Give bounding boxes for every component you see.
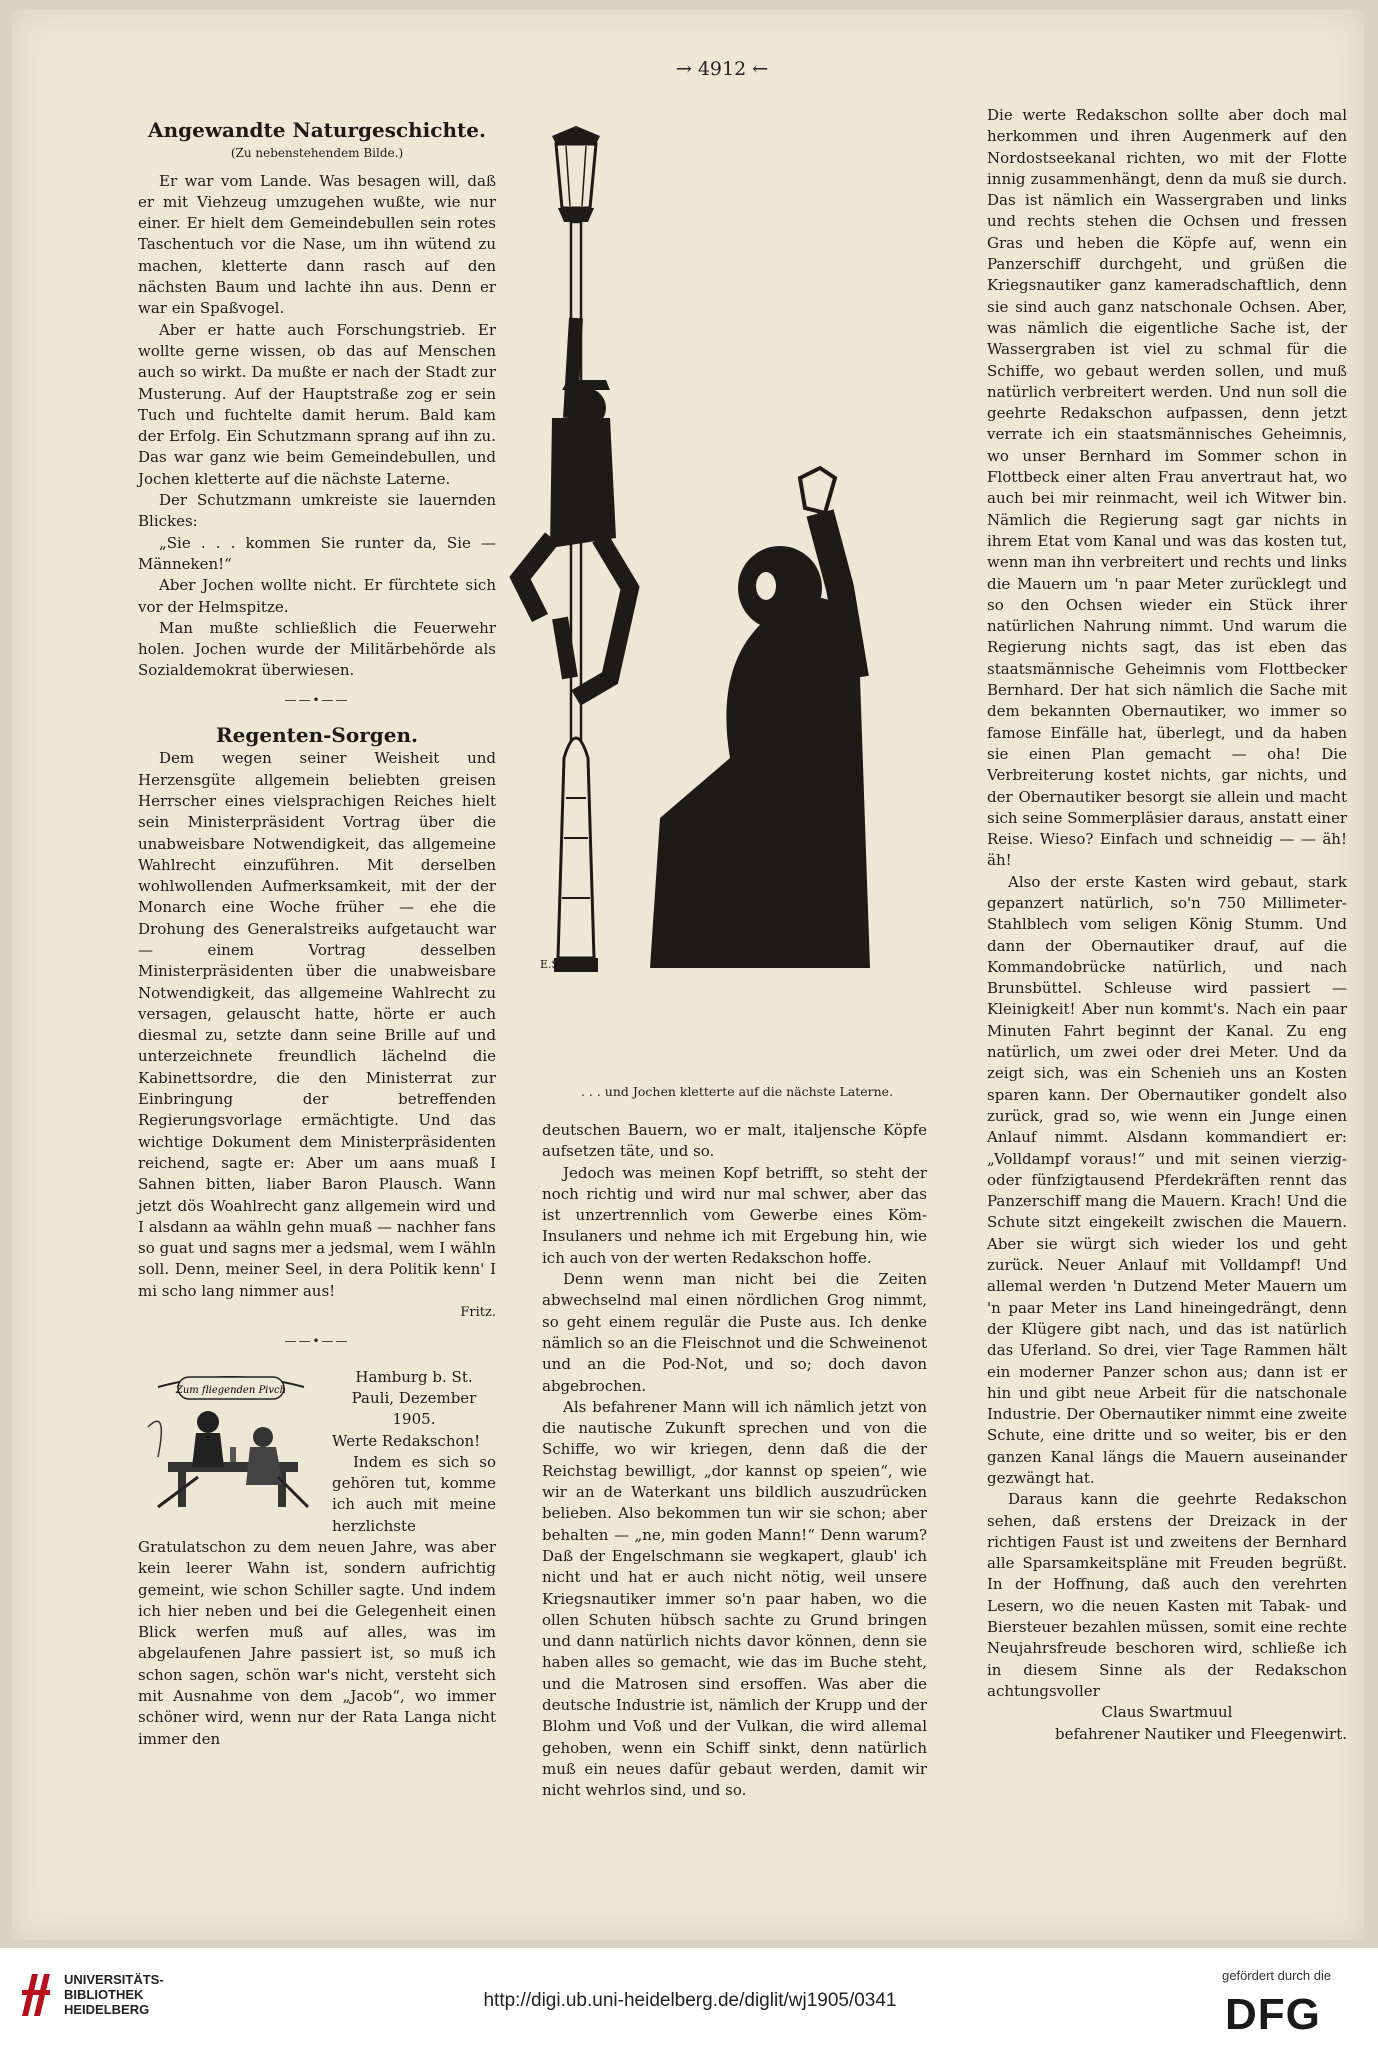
section-divider: ——•—— (284, 692, 350, 707)
article-subtitle: (Zu nebenstehendem Bilde.) (230, 146, 404, 161)
letter-salutation: Werte Redakschon! (332, 1431, 481, 1450)
paragraph: Indem es sich so gehören tut, komme ich auch mit meine herzlichste Gratulatschon zu dem neuen Jahre, was aber kein leerer Wahn ist, sondern aufrichtig gemeint, wie schon Schiller sagte. Und indem ich hier neben und bei die Gelegenheit einen Blick werfen muß auf alles, was im abgelaufenen Jahre passiert ist, so muß ich schon sagen, schön war's nicht, versteht sich mit Ausnahme von dem „Jacob“, wo immer schöner wird, wenn nur der Rata Langa nicht immer den (138, 1452, 496, 1748)
article-title-naturgeschichte: Angewandte Naturgeschichte. (148, 118, 486, 142)
university-line2: BIBLIOTHEK (64, 1987, 144, 2002)
section-divider: ——•—— (284, 1334, 350, 1349)
left-column (138, 120, 496, 1750)
author-signature: Fritz. (460, 1305, 496, 1321)
funded-by-label: gefördert durch die (1222, 1968, 1332, 1983)
paragraph: Der Schutzmann umkreiste sie lauernden Blickes: (138, 491, 496, 531)
paragraph: Als befahrener Mann will ich nämlich jetzt von die nautische Zukunft sprechen und von die Schiffe, wo wir kriegen, denn daß die der Reichstag bewilligt, „dor kannst op speien“, wie wir an de Waterkant uns bildlich auszudrücken belieben. Also bekommen tun wir sie schon; aber behalten — „ne, min goden Mann!“ Denn warum? Daß der Engelschmann sie wegkapert, glaub' ich nicht und hat er auch nicht nötig, weil unsere Kriegsnautiker immer so'n paar haben, wo die ollen Schuten hübsch sachte zu Grund bringen und dann natürlich nichts davor können, denn sie haben alles so gemacht, wie das im Buche steht, und die Matrosen sind ersoffen. Was aber die deutsche Industrie ist, nämlich der Krupp und der Blohm und Voß und der Vulkan, die wird allemal gehoben, wenn ein Schiff sinkt, denn natürlich muß ein neues dafür gebaut werden, damit wir nicht wehrlos sind, und so. (542, 1397, 927, 1800)
page-number: → 4912 ← (675, 58, 769, 80)
paragraph: Die werte Redakschon sollte aber doch mal herkommen und ihren Augenmerk auf den Nordostseekanal richten, wo mit der Flotte innig zusammenhängt, denn da muß sie durch. Das ist nämlich ein Wassergraben und links und rechts stehen die Ochsen und fressen Gras und heben die Köpfe auf, wenn ein Panzerschiff durchgeht, und grüßen die Kriegsnautiker ganz kameradschaftlich, denn sie sind auch ganz natschonale Ochsen. Aber, was nämlich die eigentliche Sache ist, der Wassergraben ist viel zu schmal für die Schiffe, wo gebaut werden sollen, und muß natürlich verbreitert werden. Und nun soll die geehrte Redakschon aufpassen, denn jetzt verrate ich ein staatsmännisches Geheimnis, wo unser Bernhard im Sommer schon in Flottbeck einer alten Frau anvertraut hat, wo auch bei mir reinmacht, weil ich Witwer bin. Nämlich die Regierung sagt gar nichts in ihrem Etat vom Kanal und was das kosten tut, wenn man ihn verbreitert und rechts und links die Mauern um 'n paar Meter zurücklegt und so den Ochsen wieder ein Stück ihrer natürlichen Nahrung nimmt. Und warum die Regierung nichts sagt, das ist eben das staatsmännische Geheimnis vom Flottbecker Bernhard. Der hat sich nämlich die Sache mit dem bekannten Obernautiker, wo immer so famose Einfälle hat, überlegt, und da haben sie einen Plan gemacht — oha! Die Verbreiterung kostet nichts, gar nichts, und der Obernautiker besorgt sie allein und macht sich seine Sommerpläsier daraus, anstatt einer Reise. Wieso? Einfach und schneidig — — äh! äh! (987, 106, 1347, 870)
paragraph: Aber Jochen wollte nicht. Er fürchtete sich vor der Helmspitze. (138, 576, 496, 616)
source-url-link[interactable]: http://digi.ub.uni-heidelberg.de/diglit/wj1905/0341 (483, 1990, 897, 2011)
paragraph: Jedoch was meinen Kopf betrifft, so steht der noch richtig und wird nur mal schwer, aber das ist unzertrennlich vom Gewerbe eines Köm-Insulaners und nehme ich mit Ergebung hin, wie ich auch von der werten Redakschon hoffe. (542, 1163, 927, 1267)
article-title-regenten-sorgen: Regenten-Sorgen. (216, 723, 418, 748)
letter-signature-title: befahrener Nautiker und Fleegenwirt. (1054, 1724, 1347, 1743)
tavern-vignette-illustration (138, 1367, 324, 1517)
university-library-logo-icon (18, 1970, 58, 2020)
paragraph: Denn wenn man nicht bei die Zeiten abwechselnd mal einen nördlichen Grog nimmt, so geht einem regulär die Puste aus. Ich denke nämlich so an die Fleischnot und die Schweinenot und an die Pod-Not, und so; doch davon abgebrochen. (542, 1270, 927, 1395)
paragraph: „Sie . . . kommen Sie runter da, Sie — Männeken!“ (138, 533, 496, 573)
artist-monogram: E.S. (540, 958, 563, 971)
university-line3: HEIDELBERG (64, 2002, 150, 2017)
vignette-sign-text: Zum fliegenden Pivch (175, 1384, 287, 1396)
paragraph: Daraus kann die geehrte Redakschon sehen, daß erstens der Dreizack in der richtigen Faust ist und zweitens der Bernhard alle Sparsamkeitspläne mit Freuden begrüßt. In der Hoffnung, daß auch den verehrten Lesern, wo die neuen Kasten mit Tabak- und Biersteuer bezahlen müssen, somit eine rechte Neujahrsfreude beschoren wird, schließe ich in diesem Sinne als der Redakschon achtungsvoller (987, 1490, 1347, 1700)
university-library-name (64, 1972, 164, 2017)
letter-signature-name: Claus Swartmuul (1101, 1703, 1233, 1722)
paragraph: Also der erste Kasten wird gebaut, stark gepanzert natürlich, so'n 750 Millimeter-Stahlblech vom seligen König Stumm. Und dann der Obernautiker drauf, auf die Kommandobrücke natürlich, und nach Brunsbüttel. Schleuse wird passiert — Kleinigkeit! Aber nun kommt's. Nach ein paar Minuten Fahrt beginnt der Kanal. Zu eng natürlich, um zwei oder drei Meter. Und da zeigt sich, was ein Scheniеh uns an Kosten sparen kann. Der Obernautiker gondelt also zurück, grad so, wie wenn ein Junge einen Anlauf nimmt. Alsdann kommandiert er: „Volldampf voraus!“ und mit seinen vierzig- oder fünfzigtausend Pferdekräften rennt das Panzerschiff mang die Mauern. Krach! Und die Schute sitzt eingekeilt zwischen die Mauern. Aber sie würgt sich wieder los und geht zurück. Neuer Anlauf mit Volldampf! Und allemal werden 'n Dutzend Meter Mauern um 'n paar Meter ins Land hineingedrängt, denn der Klügere gibt nach, und das ist natürlich das Uferland. So drei, vier Tage Rammen hält ein moderner Panzer schon aus; dann ist er hin und gibt neue Arbeit für die natschonale Industrie. Der Obernautiker nimmt eine zweite Schute, eine dritte und so weiter, bis er den ganzen Kanal längs die Mauern auseinander gezwängt hat. (987, 872, 1347, 1487)
paragraph: Er war vom Lande. Was besagen will, daß er mit Viehzeug umzugehen wußte, wie nur einer. Er hielt dem Gemeindebullen sein rotes Taschentuch vor die Nase, um ihn wütend zu machen, kletterte dann rasch auf den nächsten Baum und lachte ihn aus. Denn er war ein Spaßvogel. (138, 171, 496, 318)
paragraph: Aber er hatte auch Forschungstrieb. Er wollte gerne wissen, ob das auf Menschen auch so wirkt. Da mußte er nach der Stadt zur Musterung. Auf der Hauptstraße zog er sein Tuch und fuchtelte damit herum. Bald kam der Erfolg. Ein Schutzmann sprang auf ihn zu. Das war ganz wie beim Gemeindebullen, und Jochen kletterte auf die nächste Laterne. (138, 320, 496, 488)
letter-dateline: Hamburg b. St. Pauli, Dezember 1905. (351, 1367, 477, 1429)
digitization-footer (0, 1948, 1378, 2051)
newspaper-page (12, 10, 1364, 1940)
middle-column (542, 1120, 927, 1802)
paragraph: Man mußte schließlich die Feuerwehr holen. Jochen wurde der Militärbehörde als Sozialdemokrat überwiesen. (138, 618, 496, 680)
university-line1: UNIVERSITÄTS- (64, 1972, 164, 1987)
paragraph: deutschen Bauern, wo er malt, italjensche Köpfe aufsetzen täte, und so. (542, 1121, 927, 1161)
illustration-caption: . . . und Jochen kletterte auf die nächste Laterne. (580, 1084, 894, 1099)
dfg-logo: DFG (1225, 1990, 1321, 2039)
right-column (987, 105, 1347, 1745)
paragraph: Dem wegen seiner Weisheit und Herzensgüte allgemein beliebten greisen Herrscher eines vielsprachigen Reiches hielt sein Ministerpräsident Vortrag über die unabweisbare Notwendigkeit, das allgemeine Wahlrecht einzuführen. Mit derselben wohlwollenden Aufmerksamkeit, mit der der Monarch eine Woche früher — ehe die Drohung des Generalstreiks aufgetaucht war — einem Vortrag desselben Ministerpräsidenten über die unabweisbare Notwendigkeit, das allgemeine Wahlrecht zu versagen, gelauscht hatte, hörte er auch diesmal zu, setzte dann seine Brille auf und unterzeichnete freundlich lächelnd die Kabinettsordre, die den Ministerrat zur Einbringung der betreffenden Regierungsvorlage ermächtigte. Und das wichtige Dokument dem Ministerpräsidenten reichend, sagte er: Aber um aans muaß I Sahnen bitten, liaber Baron Plausch. Wann jetzt dös Woahlrecht ganz allgemein wird und I alsdann aa wähln gehn muaß — nachher fans so guat und sagns mer a jedsmal, wem I wähln soll. Denn, meiner Seel, in dera Politik kenn' I mi scho lang nimmer aus! (138, 749, 496, 1300)
cartoon-illustration (500, 118, 950, 1078)
